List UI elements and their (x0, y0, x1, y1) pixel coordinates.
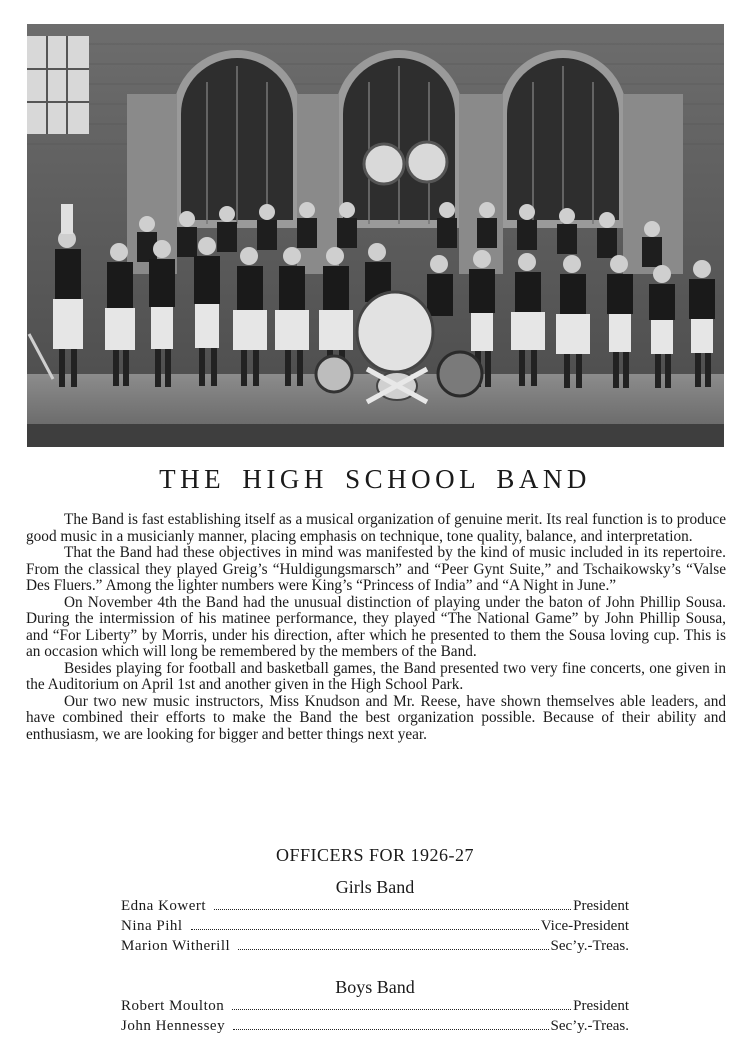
band-photo (27, 24, 724, 447)
paragraph: The Band is fast establishing itself as a musical organization of genuine merit. Its real function is to produce good music in a musicianly manner, placing emphasis on technique, tone quality, balance, and interpretation. (26, 511, 726, 545)
girls-band-heading: Girls Band (335, 877, 415, 897)
boys-band-heading: Boys Band (335, 977, 415, 997)
officer-name: John Hennessey (121, 1018, 226, 1034)
officer-row (121, 937, 629, 955)
officer-row (121, 997, 629, 1015)
officer-role: Vice-President (540, 918, 629, 934)
paragraph: Our two new music instructors, Miss Knudson and Mr. Reese, have shown themselves able leaders, and have combined their efforts to make the Band the best organization possible. Because of their ability and enthusiasm, we are looking for bigger and better things next year. (26, 692, 726, 743)
officer-name: Marion Witherill (121, 938, 231, 954)
page-title: THE HIGH SCHOOL BAND (159, 464, 591, 494)
officer-role: Sec’y.-Treas. (550, 1018, 629, 1034)
dot-leader (214, 909, 571, 910)
officer-role: President (573, 998, 629, 1014)
article-body (26, 512, 726, 743)
officer-name: Robert Moulton (121, 998, 225, 1014)
dot-leader (233, 1029, 548, 1030)
paragraph: Besides playing for football and basketball games, the Band presented two very fine concerts, one given in the Auditorium on April 1st and another given in the High School Park. (26, 659, 726, 693)
officer-row (121, 897, 629, 915)
dot-leader (191, 929, 539, 930)
dot-leader (238, 949, 548, 950)
officer-name: Edna Kowert (121, 898, 207, 914)
paragraph: That the Band had these objectives in mind was manifested by the kind of music included in its repertoire. From the classical they played Greig’s “Huldigungsmarsch” and “Peer Gynt Suite,” and Tschaikowsky’s “Valse Des Fluers.” Among the lighter numbers were King’s “Princess of India” and “A Night in June.” (26, 544, 726, 594)
officer-row (121, 917, 629, 935)
officer-role: President (573, 898, 629, 914)
officer-role: Sec’y.-Treas. (550, 938, 629, 954)
dot-leader (232, 1009, 571, 1010)
paragraph: On November 4th the Band had the unusual distinction of playing under the baton of John Phillip Sousa. During the intermission of his matinee performance, they played “The National Game” by John Phillip Sousa, and “For Liberty” by Morris, under his direction, after which he presented to them the Sousa loving cup. This is an occasion which will long be remembered by the members of the Band. (26, 593, 726, 660)
officers-heading: OFFICERS FOR 1926-27 (275, 845, 475, 865)
officer-name: Nina Pihl (121, 918, 183, 934)
band-photo-illustration (27, 24, 724, 447)
officer-row (121, 1017, 629, 1035)
